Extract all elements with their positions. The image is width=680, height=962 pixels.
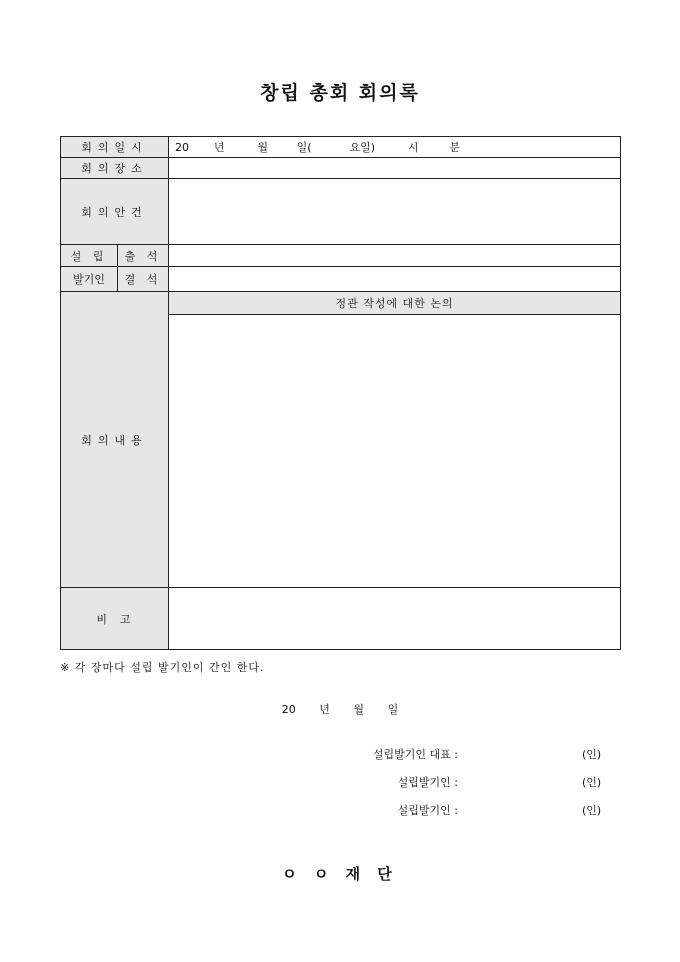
minute-unit: 분 bbox=[449, 141, 461, 154]
attend-row bbox=[61, 245, 621, 267]
seal-mark: (인) bbox=[582, 804, 602, 817]
remarks-field[interactable] bbox=[169, 588, 621, 650]
content-subhead: 정관 작성에 대한 논의 bbox=[169, 292, 621, 315]
signature-label: 설립발기인 대표 : bbox=[372, 748, 458, 761]
date-line bbox=[0, 701, 680, 717]
date-month-unit: 월 bbox=[353, 703, 365, 716]
footnote: ※ 각 장마다 설립 발기인이 간인 한다. bbox=[60, 661, 265, 674]
absent-label: 결 석 bbox=[118, 267, 169, 292]
seal-mark: (인) bbox=[582, 748, 602, 761]
founders-label-top: 설 립 bbox=[61, 245, 118, 267]
signature-label: 설립발기인 : bbox=[397, 804, 458, 817]
founders-label-bottom: 발기인 bbox=[61, 267, 118, 292]
absent-row bbox=[61, 267, 621, 292]
place-row bbox=[61, 158, 621, 179]
agenda-row bbox=[61, 179, 621, 245]
year-prefix: 20 bbox=[175, 141, 190, 154]
date-year: 20 bbox=[281, 703, 296, 716]
remarks-label: 비 고 bbox=[61, 588, 169, 650]
content-header-row bbox=[61, 292, 621, 315]
datetime-row bbox=[61, 137, 621, 158]
attend-field[interactable] bbox=[169, 245, 621, 267]
absent-field[interactable] bbox=[169, 267, 621, 292]
minutes-table bbox=[60, 136, 621, 650]
remarks-row bbox=[61, 588, 621, 650]
organization-name: ㅇ ㅇ 재 단 bbox=[282, 865, 398, 883]
content-field[interactable] bbox=[169, 315, 621, 588]
date-year-unit: 년 bbox=[319, 703, 330, 716]
month-unit: 월 bbox=[257, 141, 269, 154]
weekday-unit: 요일) bbox=[349, 141, 376, 154]
date-day-unit: 일 bbox=[387, 703, 399, 716]
datetime-field[interactable] bbox=[169, 137, 621, 158]
year-unit: 년 bbox=[213, 141, 225, 154]
seal-mark: (인) bbox=[582, 776, 602, 789]
place-label: 회의장소 bbox=[61, 158, 169, 179]
agenda-label: 회의안건 bbox=[61, 179, 169, 245]
document-title: 창립 총회 회의록 bbox=[260, 82, 420, 104]
signature-label: 설립발기인 : bbox=[397, 776, 458, 789]
place-field[interactable] bbox=[169, 158, 621, 179]
day-unit: 일( bbox=[296, 141, 312, 154]
attend-label: 출 석 bbox=[118, 245, 169, 267]
agenda-field[interactable] bbox=[169, 179, 621, 245]
content-label: 회의내용 bbox=[61, 292, 169, 588]
hour-unit: 시 bbox=[407, 141, 419, 154]
datetime-label: 회의일시 bbox=[61, 137, 169, 158]
